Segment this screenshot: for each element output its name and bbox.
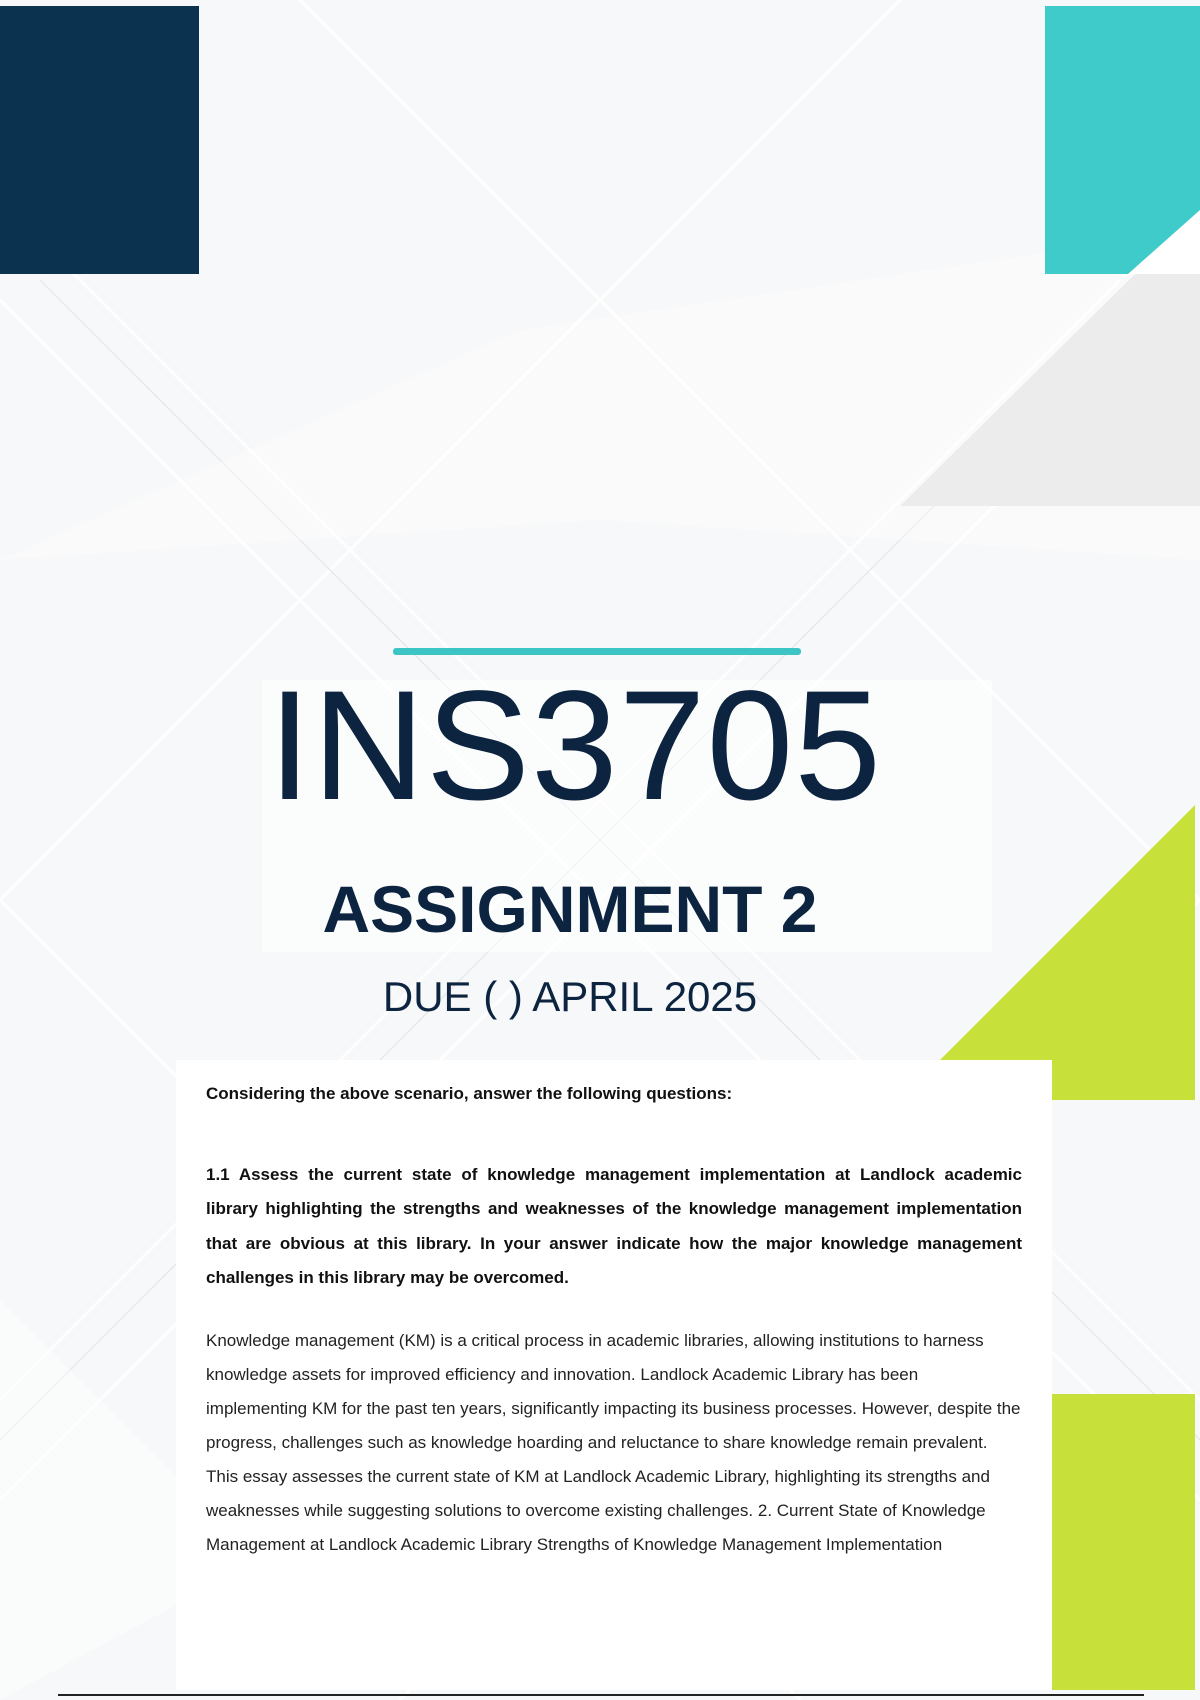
course-code-title: INS3705 — [267, 659, 883, 833]
intro-text: Considering the above scenario, answer the following questions: — [206, 1084, 733, 1103]
essay-body: Knowledge management (KM) is a critical process in academic libraries, allowing institutions to harness knowledge assets for improved efficiency and innovation. Landlock Academic Library has been implementing KM for the past ten years, significantly impacting its business processes. However, despite the progress, challenges such as knowledge hoarding and reluctance to share knowledge remain prevalent. This essay assesses the current state of KM at Landlock Academic Library, highlighting its strengths and weaknesses while suggesting solutions to overcome existing challenges. 2. Current State of Knowledge Management at Landlock Academic Library Strengths of Knowledge Management Implementation — [206, 1330, 1021, 1554]
title-accent-line — [393, 648, 801, 655]
question-text: 1.1 Assess the current state of knowledge management implementation at Landlock academic library highlighting the strengths and weaknesses of the knowledge management implementation that are obvious at this library. In your answer indicate how the major knowledge management challenges in this library may be overcomed. — [206, 1164, 1022, 1288]
assignment-title: ASSIGNMENT 2 — [322, 872, 818, 946]
due-date: DUE ( ) APRIL 2025 — [382, 973, 758, 1020]
bottom-rule — [58, 1694, 1144, 1696]
lime-bottom-block — [1052, 1394, 1195, 1690]
white-notch-triangle — [1128, 210, 1200, 274]
content-box — [176, 1060, 1052, 1690]
